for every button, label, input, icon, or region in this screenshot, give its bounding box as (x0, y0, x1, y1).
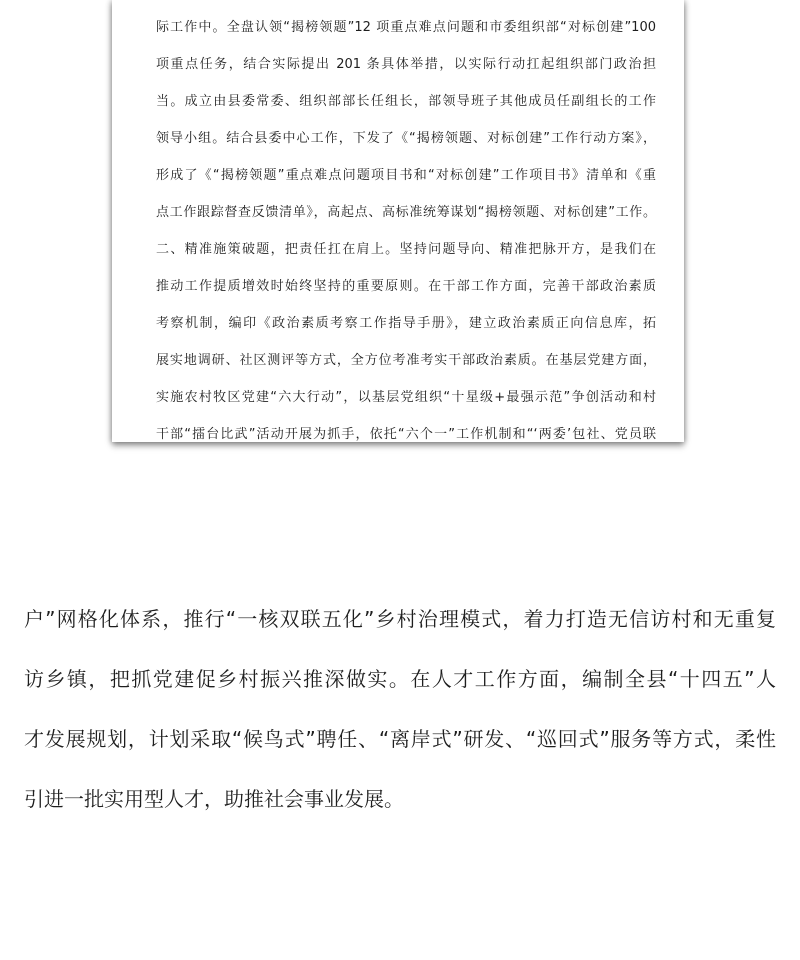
body-text-line: 才发展规划，计划采取“候鸟式”聘任、“离岸式”研发、“巡回式”服务等方式，柔性 (24, 727, 776, 751)
page-text-line: 项重点任务，结合实际提出 201 条具体举措，以实际行动扛起组织部门政治担 (156, 57, 656, 72)
page-text-line: 干部“擂台比武”活动开展为抓手，依托“六个一”工作机制和“‘两委’包社、党员联 (156, 427, 656, 442)
page-text-line: 际工作中。全盘认领“揭榜领题”12 项重点难点问题和市委组织部“对标创建”100 (156, 20, 656, 35)
page-text-line: 二、精准施策破题，把责任扛在肩上。坚持问题导向、精准把脉开方，是我们在 (156, 242, 656, 257)
page-text-line: 实施农村牧区党建“六大行动”，以基层党组织“十星级+最强示范”争创活动和村 (156, 390, 656, 405)
page-text-line: 领导小组。结合县委中心工作，下发了《“揭榜领题、对标创建”工作行动方案》， (156, 131, 656, 146)
body-text-line: 访乡镇，把抓党建促乡村振兴推深做实。在人才工作方面，编制全县“十四五”人 (24, 667, 776, 691)
body-text-line: 户”网格化体系，推行“一核双联五化”乡村治理模式，着力打造无信访村和无重复 (24, 607, 776, 631)
page-text-line: 展实地调研、社区测评等方式，全方位考准考实干部政治素质。在基层党建方面， (156, 353, 656, 368)
page-preview-text (156, 9, 656, 442)
page-text-line: 推动工作提质增效时始终坚持的重要原则。在干部工作方面，完善干部政治素质 (156, 279, 656, 294)
document-page-preview (112, 0, 684, 442)
page-text-line: 考察机制，编印《政治素质考察工作指导手册》，建立政治素质正向信息库，拓 (156, 316, 656, 331)
page-text-line: 形成了《“揭榜领题”重点难点问题项目书和“对标创建”工作项目书》清单和《重 (156, 168, 656, 183)
body-paragraph (24, 596, 776, 836)
page-text-line: 点工作跟踪督查反馈清单》，高起点、高标准统筹谋划“揭榜领题、对标创建”工作。 (156, 205, 656, 220)
page-text-line: 当。成立由县委常委、组织部部长任组长，部领导班子其他成员任副组长的工作 (156, 94, 656, 109)
body-text-line: 引进一批实用型人才，助推社会事业发展。 (24, 787, 404, 811)
